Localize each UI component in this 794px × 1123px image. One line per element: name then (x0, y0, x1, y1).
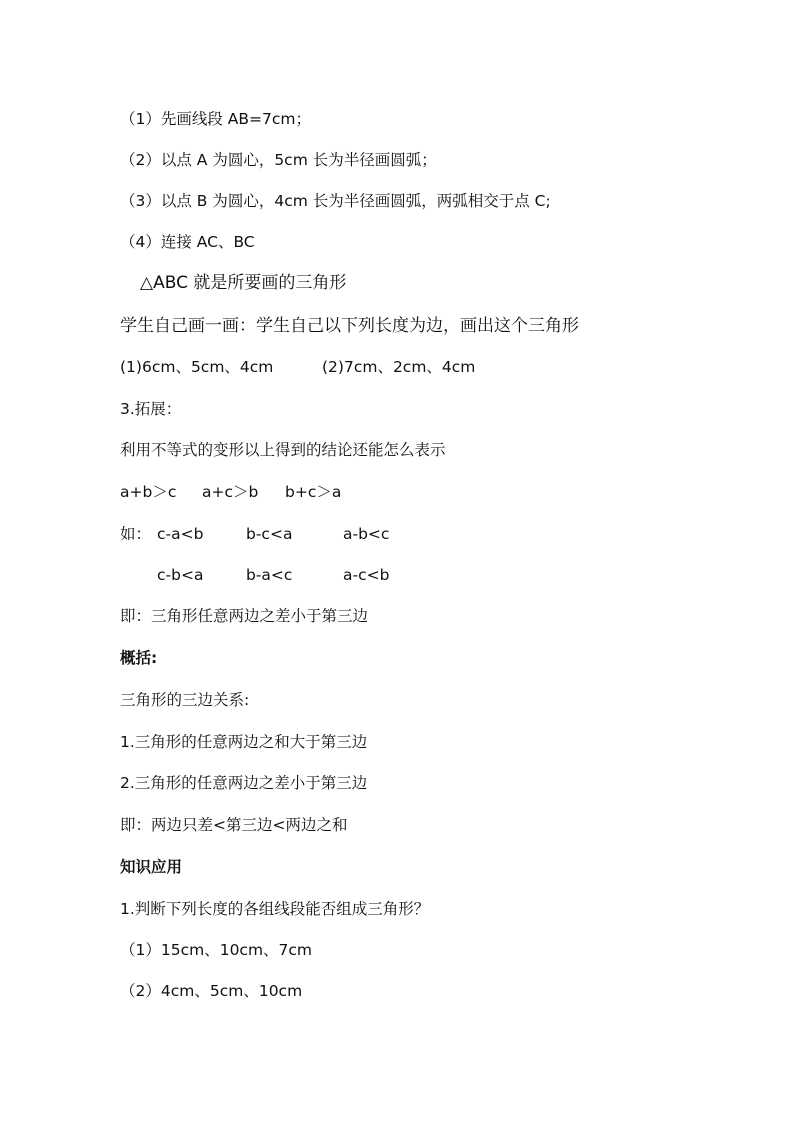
length-set-2: (2)7cm、2cm、4cm (322, 358, 476, 376)
examples-row-2 (120, 564, 520, 586)
conclusion-range: 即：两边只差<第三边<两边之和 (120, 816, 348, 834)
step-4: （4）连接 AC、BC (120, 233, 255, 251)
inequality-2: a+c＞b (202, 483, 259, 501)
extension-text: 利用不等式的变形以上得到的结论还能怎么表示 (120, 441, 446, 459)
step-1: （1）先画线段 AB=7cm； (120, 110, 311, 128)
examples-row-1 (120, 523, 520, 545)
summary-title: 三角形的三边关系: (120, 691, 250, 709)
inequality-1: a+b＞c (120, 483, 177, 501)
inequality-3: b+c＞a (285, 483, 342, 501)
extension-heading: 3.拓展： (120, 400, 182, 418)
option-1: （1）15cm、10cm、7cm (120, 941, 313, 959)
example-item: b-c<a (246, 525, 293, 543)
summary-point-1: 1.三角形的任意两边之和大于第三边 (120, 733, 368, 751)
summary-point-2: 2.三角形的任意两边之差小于第三边 (120, 774, 368, 792)
student-draw-instruction: 学生自己画一画：学生自己以下列长度为边，画出这个三角形 (120, 316, 579, 336)
example-item: c-a<b (157, 525, 204, 543)
example-item: a-c<b (343, 566, 390, 584)
question: 1.判断下列长度的各组线段能否组成三角形？ (120, 900, 430, 918)
step-3: （3）以点 B 为圆心，4cm 长为半径画圆弧，两弧相交于点 C; (120, 192, 551, 210)
summary-heading: 概括: (120, 649, 158, 667)
examples-prefix: 如： (120, 525, 152, 543)
triangle-statement: △ABC 就是所要画的三角形 (140, 273, 347, 293)
conclusion-difference: 即：三角形任意两边之差小于第三边 (120, 607, 369, 625)
length-set-1: (1)6cm、5cm、4cm (120, 358, 274, 376)
example-item: a-b<c (343, 525, 390, 543)
lengths-row (120, 356, 620, 378)
example-item: c-b<a (157, 566, 204, 584)
inequalities-row (120, 481, 520, 503)
application-heading: 知识应用 (120, 858, 183, 876)
step-2: （2）以点 A 为圆心，5cm 长为半径画圆弧； (120, 151, 437, 169)
option-2: （2）4cm、5cm、10cm (120, 982, 303, 1000)
example-item: b-a<c (246, 566, 293, 584)
